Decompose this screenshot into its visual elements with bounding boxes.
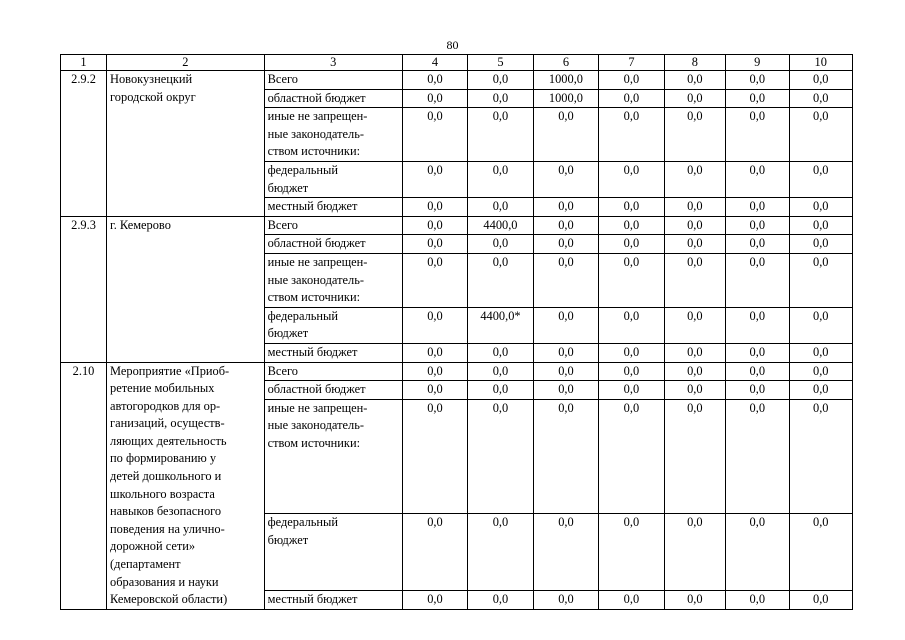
- value-cell: 0,0: [599, 381, 664, 400]
- table-header-row: [61, 55, 853, 71]
- table-row: [61, 216, 853, 235]
- value-cell: 0,0: [468, 362, 533, 381]
- value-cell: 0,0: [789, 514, 853, 591]
- item-name-line: поведения на улично-: [110, 521, 225, 536]
- value-cell: 0,0: [789, 108, 853, 162]
- value-cell: 0,0: [468, 89, 533, 108]
- value-cell: 0,0: [726, 514, 789, 591]
- item-name-line: дорожной сети»: [110, 539, 196, 554]
- value-cell: 0,0: [533, 198, 598, 217]
- funding-source: [264, 89, 402, 108]
- value-cell: 0,0: [599, 343, 664, 362]
- funding-source-line: иные не запрещен-: [267, 254, 368, 269]
- value-cell: 0,0: [726, 343, 789, 362]
- value-cell: 0,0: [533, 235, 598, 254]
- item-name-line: Кемеровской области): [110, 592, 228, 607]
- value-cell: 0,0: [533, 307, 598, 343]
- value-cell: 0,0: [599, 198, 664, 217]
- item-name-line: Мероприятие «Приоб-: [110, 363, 230, 378]
- column-header: 2: [107, 55, 265, 71]
- value-cell: 0,0: [468, 591, 533, 610]
- value-cell: 0,0: [599, 399, 664, 513]
- funding-source: [264, 514, 402, 591]
- item-name-line: г. Кемерово: [110, 217, 171, 232]
- column-header: 5: [468, 55, 533, 71]
- value-cell: 0,0: [726, 216, 789, 235]
- page-number: 80: [446, 38, 459, 52]
- column-header: 4: [402, 55, 467, 71]
- item-name-line: образования и науки: [110, 574, 219, 589]
- value-cell: 0,0: [468, 253, 533, 307]
- value-cell: 0,0: [402, 253, 467, 307]
- item-name-line: (департамент: [110, 557, 181, 572]
- funding-source-line: ные законодатель-: [267, 126, 364, 141]
- value-cell: 0,0: [533, 216, 598, 235]
- value-cell: 0,0: [533, 514, 598, 591]
- funding-source-line: бюджет: [267, 532, 309, 547]
- column-header: 9: [726, 55, 789, 71]
- funding-source: [264, 161, 402, 197]
- funding-source-line: Всего: [267, 72, 298, 86]
- value-cell: 0,0: [402, 235, 467, 254]
- funding-source-line: ством источники:: [267, 290, 361, 305]
- item-name-line: ретение мобильных: [110, 381, 215, 396]
- item-name-line: школьного возраста: [110, 486, 215, 501]
- value-cell: 0,0: [664, 381, 725, 400]
- funding-source: [264, 235, 402, 254]
- value-cell: 0,0: [402, 362, 467, 381]
- column-header: 1: [61, 55, 107, 71]
- value-cell: 0,0: [664, 108, 725, 162]
- value-cell: 0,0: [402, 161, 467, 197]
- column-header: 8: [664, 55, 725, 71]
- value-cell: 0,0: [726, 253, 789, 307]
- funding-source-line: ные законодатель-: [267, 272, 364, 287]
- funding-source-line: бюджет: [267, 326, 309, 341]
- value-cell: 0,0: [789, 381, 853, 400]
- column-header: 10: [789, 55, 853, 71]
- item-name: [107, 71, 265, 217]
- value-cell: 0,0: [664, 362, 725, 381]
- funding-source-line: местный бюджет: [267, 344, 358, 359]
- value-cell: 0,0: [402, 307, 467, 343]
- value-cell: 0,0: [726, 591, 789, 610]
- funding-source-line: иные не запрещен-: [267, 109, 368, 124]
- value-cell: 0,0: [726, 307, 789, 343]
- value-cell: 0,0: [599, 307, 664, 343]
- funding-source-line: местный бюджет: [267, 199, 358, 214]
- value-cell: 0,0: [402, 71, 467, 90]
- value-cell: 0,0: [599, 591, 664, 610]
- item-name: [107, 216, 265, 362]
- value-cell: 0,0: [468, 198, 533, 217]
- funding-source-line: ные законодатель-: [267, 418, 364, 433]
- value-cell: 0,0: [468, 235, 533, 254]
- value-cell: 0,0: [599, 514, 664, 591]
- value-cell: 0,0: [599, 253, 664, 307]
- table-row: [61, 71, 853, 90]
- value-cell: 0,0: [599, 216, 664, 235]
- funding-source-line: федеральный: [267, 162, 339, 177]
- funding-source: [264, 71, 402, 90]
- value-cell: 0,0: [789, 399, 853, 513]
- item-name-line: Новокузнецкий: [110, 72, 193, 86]
- funding-source-line: федеральный: [267, 515, 339, 530]
- value-cell: 0,0: [402, 381, 467, 400]
- item-name-line: навыков безопасного: [110, 504, 222, 519]
- value-cell: 0,0: [402, 216, 467, 235]
- funding-source: [264, 381, 402, 400]
- value-cell: 0,0: [726, 71, 789, 90]
- value-cell: 0,0: [599, 362, 664, 381]
- value-cell: 0,0: [726, 235, 789, 254]
- column-header: 6: [533, 55, 598, 71]
- value-cell: 0,0: [402, 89, 467, 108]
- value-cell: 0,0: [402, 514, 467, 591]
- value-cell: 0,0: [726, 108, 789, 162]
- funding-source: [264, 307, 402, 343]
- value-cell: 0,0: [789, 362, 853, 381]
- value-cell: 0,0: [726, 399, 789, 513]
- value-cell: 0,0: [533, 591, 598, 610]
- value-cell: 0,0: [789, 591, 853, 610]
- value-cell: 0,0: [468, 381, 533, 400]
- item-name-line: автогородков для ор-: [110, 398, 221, 413]
- value-cell: 0,0: [664, 235, 725, 254]
- item-name-line: городской округ: [110, 89, 196, 104]
- value-cell: 0,0: [726, 161, 789, 197]
- value-cell: 0,0: [726, 198, 789, 217]
- funding-source-line: Всего: [267, 217, 298, 232]
- value-cell: 0,0: [789, 161, 853, 197]
- value-cell: 1000,0: [533, 71, 598, 90]
- value-cell: 0,0: [726, 381, 789, 400]
- item-name-line: ганизаций, осуществ-: [110, 416, 225, 431]
- column-header: 7: [599, 55, 664, 71]
- funding-source: [264, 399, 402, 513]
- funding-source-line: областной бюджет: [267, 382, 366, 397]
- value-cell: 0,0: [664, 399, 725, 513]
- value-cell: 0,0: [789, 235, 853, 254]
- funding-source: [264, 198, 402, 217]
- table-body: [61, 71, 853, 610]
- funding-source-line: ством источники:: [267, 435, 361, 450]
- value-cell: 0,0: [789, 253, 853, 307]
- value-cell: 0,0: [599, 89, 664, 108]
- item-name: [107, 362, 265, 609]
- value-cell: 0,0: [664, 253, 725, 307]
- value-cell: 0,0: [789, 216, 853, 235]
- funding-source: [264, 216, 402, 235]
- funding-source-line: областной бюджет: [267, 236, 366, 251]
- column-header: 3: [264, 55, 402, 71]
- value-cell: 0,0: [533, 108, 598, 162]
- value-cell: 0,0: [726, 362, 789, 381]
- value-cell: 0,0: [664, 216, 725, 235]
- value-cell: 0,0: [664, 89, 725, 108]
- funding-source-line: федеральный: [267, 308, 339, 323]
- value-cell: 0,0: [599, 71, 664, 90]
- value-cell: 0,0: [599, 108, 664, 162]
- item-code: 2.10: [61, 362, 107, 609]
- value-cell: 0,0: [664, 161, 725, 197]
- value-cell: 0,0: [664, 591, 725, 610]
- funding-source-line: бюджет: [267, 180, 309, 195]
- value-cell: 4400,0: [468, 216, 533, 235]
- table-row: [61, 362, 853, 381]
- value-cell: 0,0: [789, 89, 853, 108]
- value-cell: 0,0: [599, 235, 664, 254]
- funding-source: [264, 253, 402, 307]
- funding-source-line: ством источники:: [267, 144, 361, 159]
- value-cell: 0,0: [533, 343, 598, 362]
- value-cell: 0,0: [533, 161, 598, 197]
- item-code: 2.9.2: [61, 71, 107, 217]
- value-cell: 0,0: [726, 89, 789, 108]
- value-cell: 0,0: [664, 514, 725, 591]
- funding-source-line: местный бюджет: [267, 592, 358, 607]
- value-cell: 0,0: [789, 198, 853, 217]
- value-cell: 0,0: [468, 71, 533, 90]
- value-cell: 0,0: [402, 591, 467, 610]
- value-cell: 0,0: [789, 343, 853, 362]
- value-cell: 0,0: [599, 161, 664, 197]
- value-cell: 0,0: [402, 343, 467, 362]
- value-cell: 0,0: [468, 161, 533, 197]
- value-cell: 0,0: [789, 71, 853, 90]
- budget-table: [60, 54, 853, 610]
- value-cell: 0,0: [468, 399, 533, 513]
- value-cell: 0,0: [402, 108, 467, 162]
- value-cell: 1000,0: [533, 89, 598, 108]
- item-name-line: детей дошкольного и: [110, 469, 222, 484]
- value-cell: 0,0: [533, 362, 598, 381]
- funding-source: [264, 108, 402, 162]
- value-cell: 0,0: [664, 307, 725, 343]
- value-cell: 0,0: [664, 71, 725, 90]
- value-cell: 0,0: [533, 399, 598, 513]
- value-cell: 0,0: [664, 343, 725, 362]
- value-cell: 0,0: [402, 198, 467, 217]
- value-cell: 0,0: [468, 108, 533, 162]
- value-cell: 0,0: [468, 514, 533, 591]
- funding-source: [264, 591, 402, 610]
- item-name-line: по формированию у: [110, 451, 217, 466]
- value-cell: 0,0: [789, 307, 853, 343]
- funding-source-line: иные не запрещен-: [267, 400, 368, 415]
- value-cell: 0,0: [664, 198, 725, 217]
- value-cell: 0,0: [468, 343, 533, 362]
- value-cell: 0,0: [533, 381, 598, 400]
- item-name-line: ляющих деятельность: [110, 433, 227, 448]
- funding-source-line: областной бюджет: [267, 90, 366, 105]
- value-cell: 0,0: [402, 399, 467, 513]
- funding-source: [264, 362, 402, 381]
- funding-source: [264, 343, 402, 362]
- item-code: 2.9.3: [61, 216, 107, 362]
- value-cell: 0,0: [533, 253, 598, 307]
- value-cell: 4400,0*: [468, 307, 533, 343]
- funding-source-line: Всего: [267, 363, 298, 378]
